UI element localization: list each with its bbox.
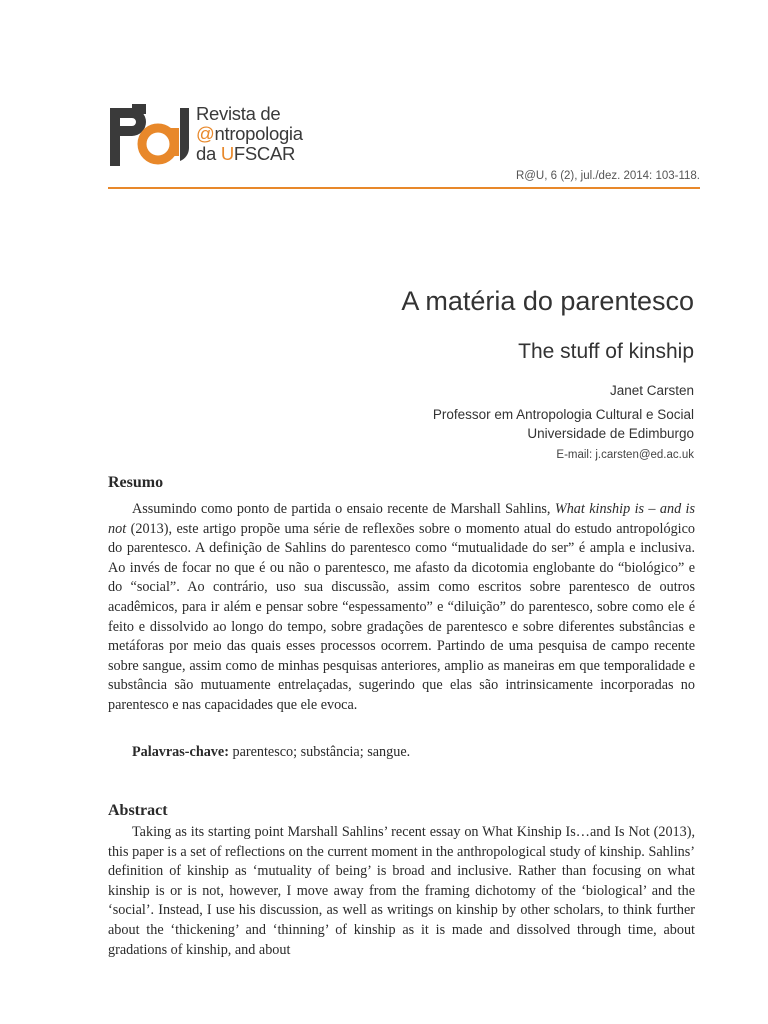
journal-name	[196, 104, 303, 164]
resumo-text-start: Assumindo como ponto de partida o ensaio recente de Marshall Sahlins,	[132, 501, 555, 517]
journal-line3: FSCAR	[233, 143, 296, 164]
author-affiliation	[433, 405, 694, 443]
affiliation-line2: Universidade de Edimburgo	[527, 426, 694, 441]
journal-line2-accent: @	[196, 123, 215, 144]
journal-logo	[108, 104, 348, 170]
journal-line3-accent: U	[220, 143, 234, 164]
resumo-keywords	[108, 743, 695, 763]
keywords-label: Palavras-chave:	[132, 744, 229, 760]
citation: R@U, 6 (2), jul./dez. 2014: 103-118.	[515, 170, 700, 182]
resumo-heading: Resumo	[108, 474, 164, 491]
article-title: A matéria do parentesco	[401, 286, 694, 316]
author-name: Janet Carsten	[609, 383, 694, 398]
rau-logo-mark-icon	[108, 104, 196, 170]
author-email[interactable]: E-mail: j.carsten@ed.ac.uk	[556, 449, 694, 461]
abstract-text: Taking as its starting point Marshall Sahlins’ recent essay on What Kinship Is…and Is Not (2013), this paper is a set of reflections on the current moment in the anthropological study of kinship. Sahlins’ definition of kinship as ‘mutuality of being’ is broad and inclusive. Rather than focusing on what kinship is or is not, however, I move away from the framing dichotomy of the ‘biological’ and the ‘social’. Instead, I use his discussion, as well as writings on kinship by other scholars, to think further about the ‘thickening’ and ‘thinning’ of kinship as it is made and dissolved through time, about gradations of kinship, and about	[108, 824, 695, 958]
resumo-text	[108, 500, 695, 716]
resumo-text-rest: (2013), este artigo propõe uma série de reflexões sobre o momento atual do estudo antropológico do parentesco. A definição de Sahlins do parentesco como “mutualidade do ser” é ampla e inclusiva. Ao invés de focar no que é ou não o parentesco, me afasto da dicotomia englobante do “biológico” e do “social”. Ao contrário, uso sua discussão, assim como escritos sobre parentesco de outros acadêmicos, para ir além e pensar sobre “espessamento” e “diluição” do parentesco, sobre como ele é feito e dissolvido ao longo do tempo, sobre gradações de parentesco e sobre diferentes substâncias e metáforas por meio das quais esses processos ocorrem. Partindo de uma pesquisa de campo recente sobre sangue, assim como de minhas pesquisas anteriores, amplio as maneiras em que temporalidade e substância são mutuamente entrelaçadas, sugerindo que elas são intrinsicamente incorporadas no parentesco e nas capacidades que ele evoca.	[108, 520, 695, 713]
journal-line1: Revista de	[196, 103, 281, 124]
journal-line3-prefix: da	[196, 143, 221, 164]
header-divider	[108, 187, 700, 189]
journal-line2: ntropologia	[214, 123, 303, 144]
keywords-list: parentesco; substância; sangue.	[228, 744, 411, 760]
resumo-cited-title: What kinship is – and is not	[108, 501, 696, 537]
affiliation-line1: Professor em Antropologia Cultural e Social	[432, 407, 694, 422]
article-subtitle: The stuff of kinship	[518, 340, 694, 363]
abstract-heading: Abstract	[108, 802, 168, 819]
